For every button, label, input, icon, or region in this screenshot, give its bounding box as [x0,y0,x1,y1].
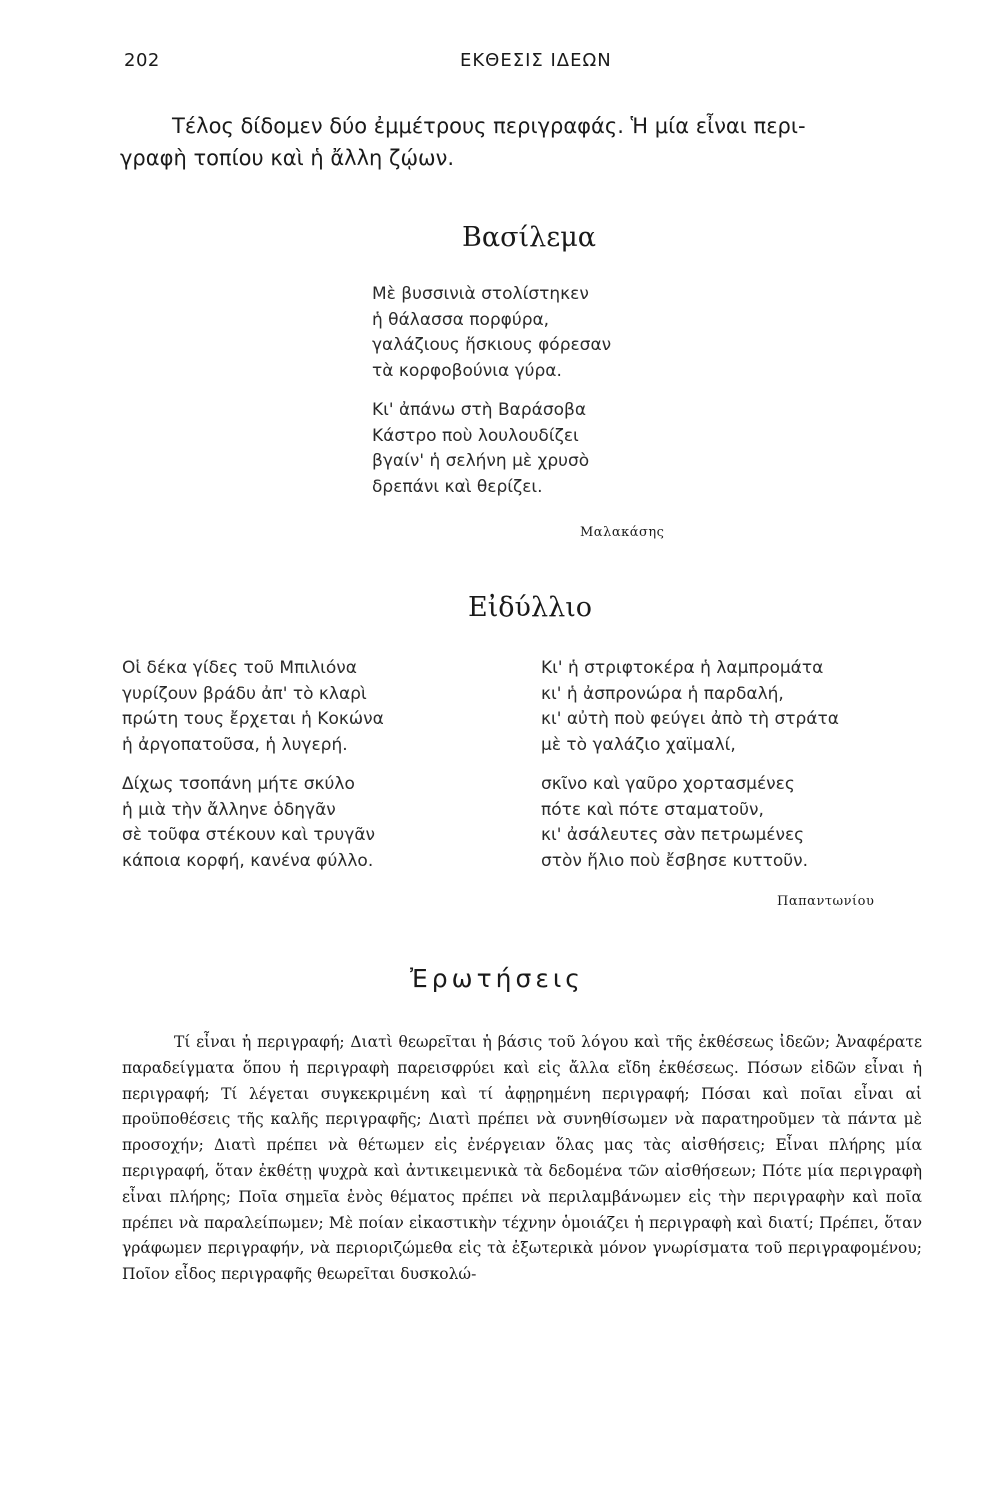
poem-author: Μαλακάσης [580,525,665,540]
verse-line: σὲ τοῦφα στέκουν καὶ τρυγᾶν [122,825,376,845]
verse-line: Δίχως τσοπάνη μήτε σκύλο [122,774,355,794]
intro-line: Τέλος δίδομεν δύο ἐμμέτρους περιγραφάς. Ἡ μία εἶναι περι- [172,114,806,138]
verse-line: βγαίν' ἡ σελήνη μὲ χρυσὸ [372,451,590,471]
poem-column-left [122,656,482,888]
intro-line: γραφὴ τοπίου καὶ ἡ ἄλλη ζῴων. [120,146,455,170]
section-title: Ἐρωτήσεις [410,964,584,993]
verse-line: Κι' ἡ στριφτοκέρα ἡ λαμπρομάτα [541,658,824,678]
verse-line: δρεπάνι καὶ θερίζει. [372,476,543,497]
running-head: ΕΚΘΕΣΙΣ ΙΔΕΩΝ [460,50,612,71]
verse-line: πότε καὶ πότε σταματοῦν, [541,799,764,820]
questions-paragraph: Τί εἶναι ἡ περιγραφή; Διατὶ θεωρεῖται ἡ βάσις τοῦ λόγου καὶ τῆς ἐκθέσεως ἰδεῶν; Ἀναφέρατε παραδείγματα ὅπου ἡ περιγραφὴ παρεισφρύει καὶ εἰς ἄλλα εἴδη ἐκθέσεως. Πόσων εἰδῶν εἶναι ἡ περιγραφή; Τί λέγεται συγκεκριμένη καὶ τί ἀφῃρημένη περιγραφή; Πόσαι καὶ ποῖαι εἶναι αἱ προϋποθέσεις τῆς καλῆς περιγραφῆς; Διατὶ πρέπει νὰ συνηθίσωμεν νὰ παρατηροῦμεν τὰ πάντα μὲ προσοχήν; Διατὶ πρέπει νὰ θέτωμεν εἰς ἐνέργειαν ὅλας μας τὰς αἰσθήσεις; Εἶναι πλήρης μία περιγραφή, ὅταν ἐκθέτῃ ψυχρὰ καὶ ἀντικειμενικὰ τὰ δεδομένα τῶν αἰσθήσεων; Πότε μία περιγραφὴ εἶναι πλήρης; Ποῖα σημεῖα ἑνὸς θέματος πρέπει νὰ περιλαμβάνωμεν εἰς τὴν περιγραφὴν καὶ ποῖα πρέπει νὰ παραλείπωμεν; Μὲ ποίαν εἰκαστικὴν τέχνην ὁμοιάζει ἡ περιγραφὴ καὶ διατί; Πρέπει, ὅταν γράφωμεν περιγραφήν, νὰ περιοριζώμεθα εἰς τὰ ἐξωτερικὰ μόνον γνωρίσματα τοῦ περιγραφομένου; Ποῖον εἶδος περιγραφῆς θεωρεῖται δυσκολώ- [122,1033,922,1284]
verse-line: Μὲ βυσσινιὰ στολίστηκεν [372,284,589,304]
verse-line: πρώτη τους ἔρχεται ἡ Κοκώνα [122,709,384,729]
stanza [541,772,931,874]
poem-title: Εἰδύλλιο [468,592,593,623]
verse-line: κι' ἀσάλευτες σὰν πετρωμένες [541,825,805,845]
page-number: 202 [124,50,160,71]
verse-line: μὲ τὸ γαλάζιο χαϊμαλί, [541,734,736,755]
verse-line: Οἱ δέκα γίδες τοῦ Μπιλιόνα [122,658,357,678]
verse-line: σκῖνο καὶ γαῦρο χορτασμένες [541,774,795,794]
verse-line: ἡ μιὰ τὴν ἄλληνε ὁδηγᾶν [122,799,336,820]
poem-column-right [541,656,931,888]
verse-line: γαλάζιους ἥσκιους φόρεσαν [372,335,612,355]
verse-line: ἡ ἀργοπατοῦσα, ἡ λυγερή. [122,734,348,755]
verse-line: κάποια κορφή, κανένα φύλλο. [122,850,374,871]
verse-line: τὰ κορφοβούνια γύρα. [372,360,562,381]
stanza [372,282,732,384]
verse-line: Κάστρο ποὺ λουλουδίζει [372,425,579,446]
stanza [122,772,482,874]
verse-line: γυρίζουν βράδυ ἀπ' τὸ κλαρὶ [122,683,367,704]
stanza [122,656,482,758]
poem-body [372,282,732,514]
verse-line: Κι' ἀπάνω στὴ Βαράσοβα [372,400,587,420]
stanza [541,656,931,758]
poem-title: Βασίλεμα [462,222,596,253]
stanza [372,398,732,500]
page-header [120,48,920,78]
poem-author: Παπαντωνίου [777,894,875,909]
verse-line: ἡ θάλασσα πορφύρα, [372,309,550,330]
verse-line: στὸν ἥλιο ποὺ ἔσβησε κυττοῦν. [541,850,808,871]
intro-paragraph [120,110,920,174]
verse-line: κι' αὐτὴ ποὺ φεύγει ἀπὸ τὴ στράτα [541,709,839,729]
verse-line: κι' ἡ ἀσπρονώρα ἡ παρδαλή, [541,683,784,704]
